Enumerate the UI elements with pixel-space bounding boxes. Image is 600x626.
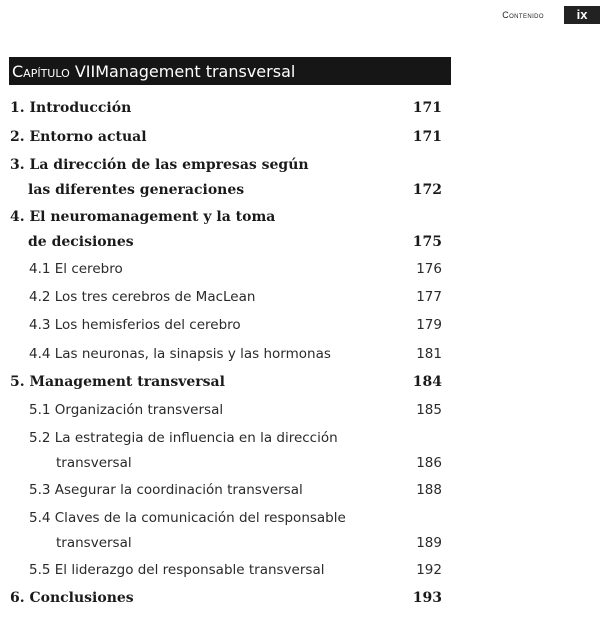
- toc-entry[interactable]: [0, 371, 600, 393]
- chapter-heading: [9, 57, 451, 85]
- toc-entry-page: 185: [416, 402, 442, 418]
- toc-entry-title: 5. Management transversal: [10, 374, 225, 390]
- toc-entry-page: 179: [416, 317, 442, 333]
- toc-entry-title: 4.2 Los tres cerebros de MacLean: [29, 289, 256, 305]
- toc-subentry[interactable]: [0, 258, 600, 280]
- toc-entry-title: 3. La dirección de las empresas según: [10, 157, 309, 173]
- toc-entry[interactable]: [0, 206, 600, 250]
- toc-entry-page: 172: [412, 182, 442, 198]
- toc-entry-page: 192: [416, 562, 442, 578]
- toc-entry-page: 171: [412, 129, 442, 145]
- running-header: [502, 6, 600, 24]
- toc-subentry[interactable]: [0, 559, 600, 581]
- toc-subentry[interactable]: [0, 507, 600, 551]
- toc-subentry[interactable]: [0, 314, 600, 336]
- toc-entry-title: 5.3 Asegurar la coordinación transversal: [29, 482, 303, 498]
- toc-entry-title: 5.4 Claves de la comunicación del responsable: [29, 510, 346, 526]
- toc-entry[interactable]: [0, 97, 600, 119]
- toc-subentry[interactable]: [0, 286, 600, 308]
- toc-entry-page: 175: [412, 234, 442, 250]
- toc-entry-title: 1. Introducción: [10, 100, 132, 116]
- chapter-prefix: Capítulo VII: [12, 61, 96, 81]
- toc-entry[interactable]: [0, 154, 600, 198]
- toc-entry-title-continued: las diferentes generaciones: [28, 182, 245, 198]
- toc-entry-title-continued: de decisiones: [28, 234, 134, 250]
- toc-entry-title: 6. Conclusiones: [10, 590, 134, 606]
- toc-entry-page: 171: [412, 100, 442, 116]
- toc-entry-title-continued: transversal: [56, 535, 132, 551]
- toc-entry-page: 177: [416, 289, 442, 305]
- toc-entry-title: 5.1 Organización transversal: [29, 402, 224, 418]
- page-number: ix: [564, 6, 600, 24]
- toc-entry-page: 189: [416, 535, 442, 551]
- toc-entry-title: 4. El neuromanagement y la toma: [10, 209, 276, 225]
- toc-subentry[interactable]: [0, 343, 600, 365]
- toc-entry-title: 4.4 Las neuronas, la sinapsis y las hormonas: [29, 346, 331, 362]
- toc-entry[interactable]: [0, 587, 600, 609]
- toc-entry-page: 184: [412, 374, 442, 390]
- toc-subentry[interactable]: [0, 399, 600, 421]
- toc-entry-title: 5.5 El liderazgo del responsable transversal: [29, 562, 325, 578]
- section-label: Contenido: [502, 10, 544, 20]
- toc-subentry[interactable]: [0, 479, 600, 501]
- toc-entry-title: 4.1 El cerebro: [29, 261, 123, 277]
- toc-entry-page: 186: [416, 455, 442, 471]
- toc-entry-title: 2. Entorno actual: [10, 129, 147, 145]
- toc-entry-title: 4.3 Los hemisferios del cerebro: [29, 317, 241, 333]
- toc-entry-page: 181: [416, 346, 442, 362]
- toc-entry[interactable]: [0, 126, 600, 148]
- toc-entry-title: 5.2 La estrategia de influencia en la dirección: [29, 430, 338, 446]
- toc-subentry[interactable]: [0, 427, 600, 471]
- toc-entry-title-continued: transversal: [56, 455, 132, 471]
- toc-entry-page: 176: [416, 261, 442, 277]
- toc-entry-page: 193: [412, 590, 442, 606]
- chapter-title: Management transversal: [95, 61, 296, 81]
- toc-entry-page: 188: [416, 482, 442, 498]
